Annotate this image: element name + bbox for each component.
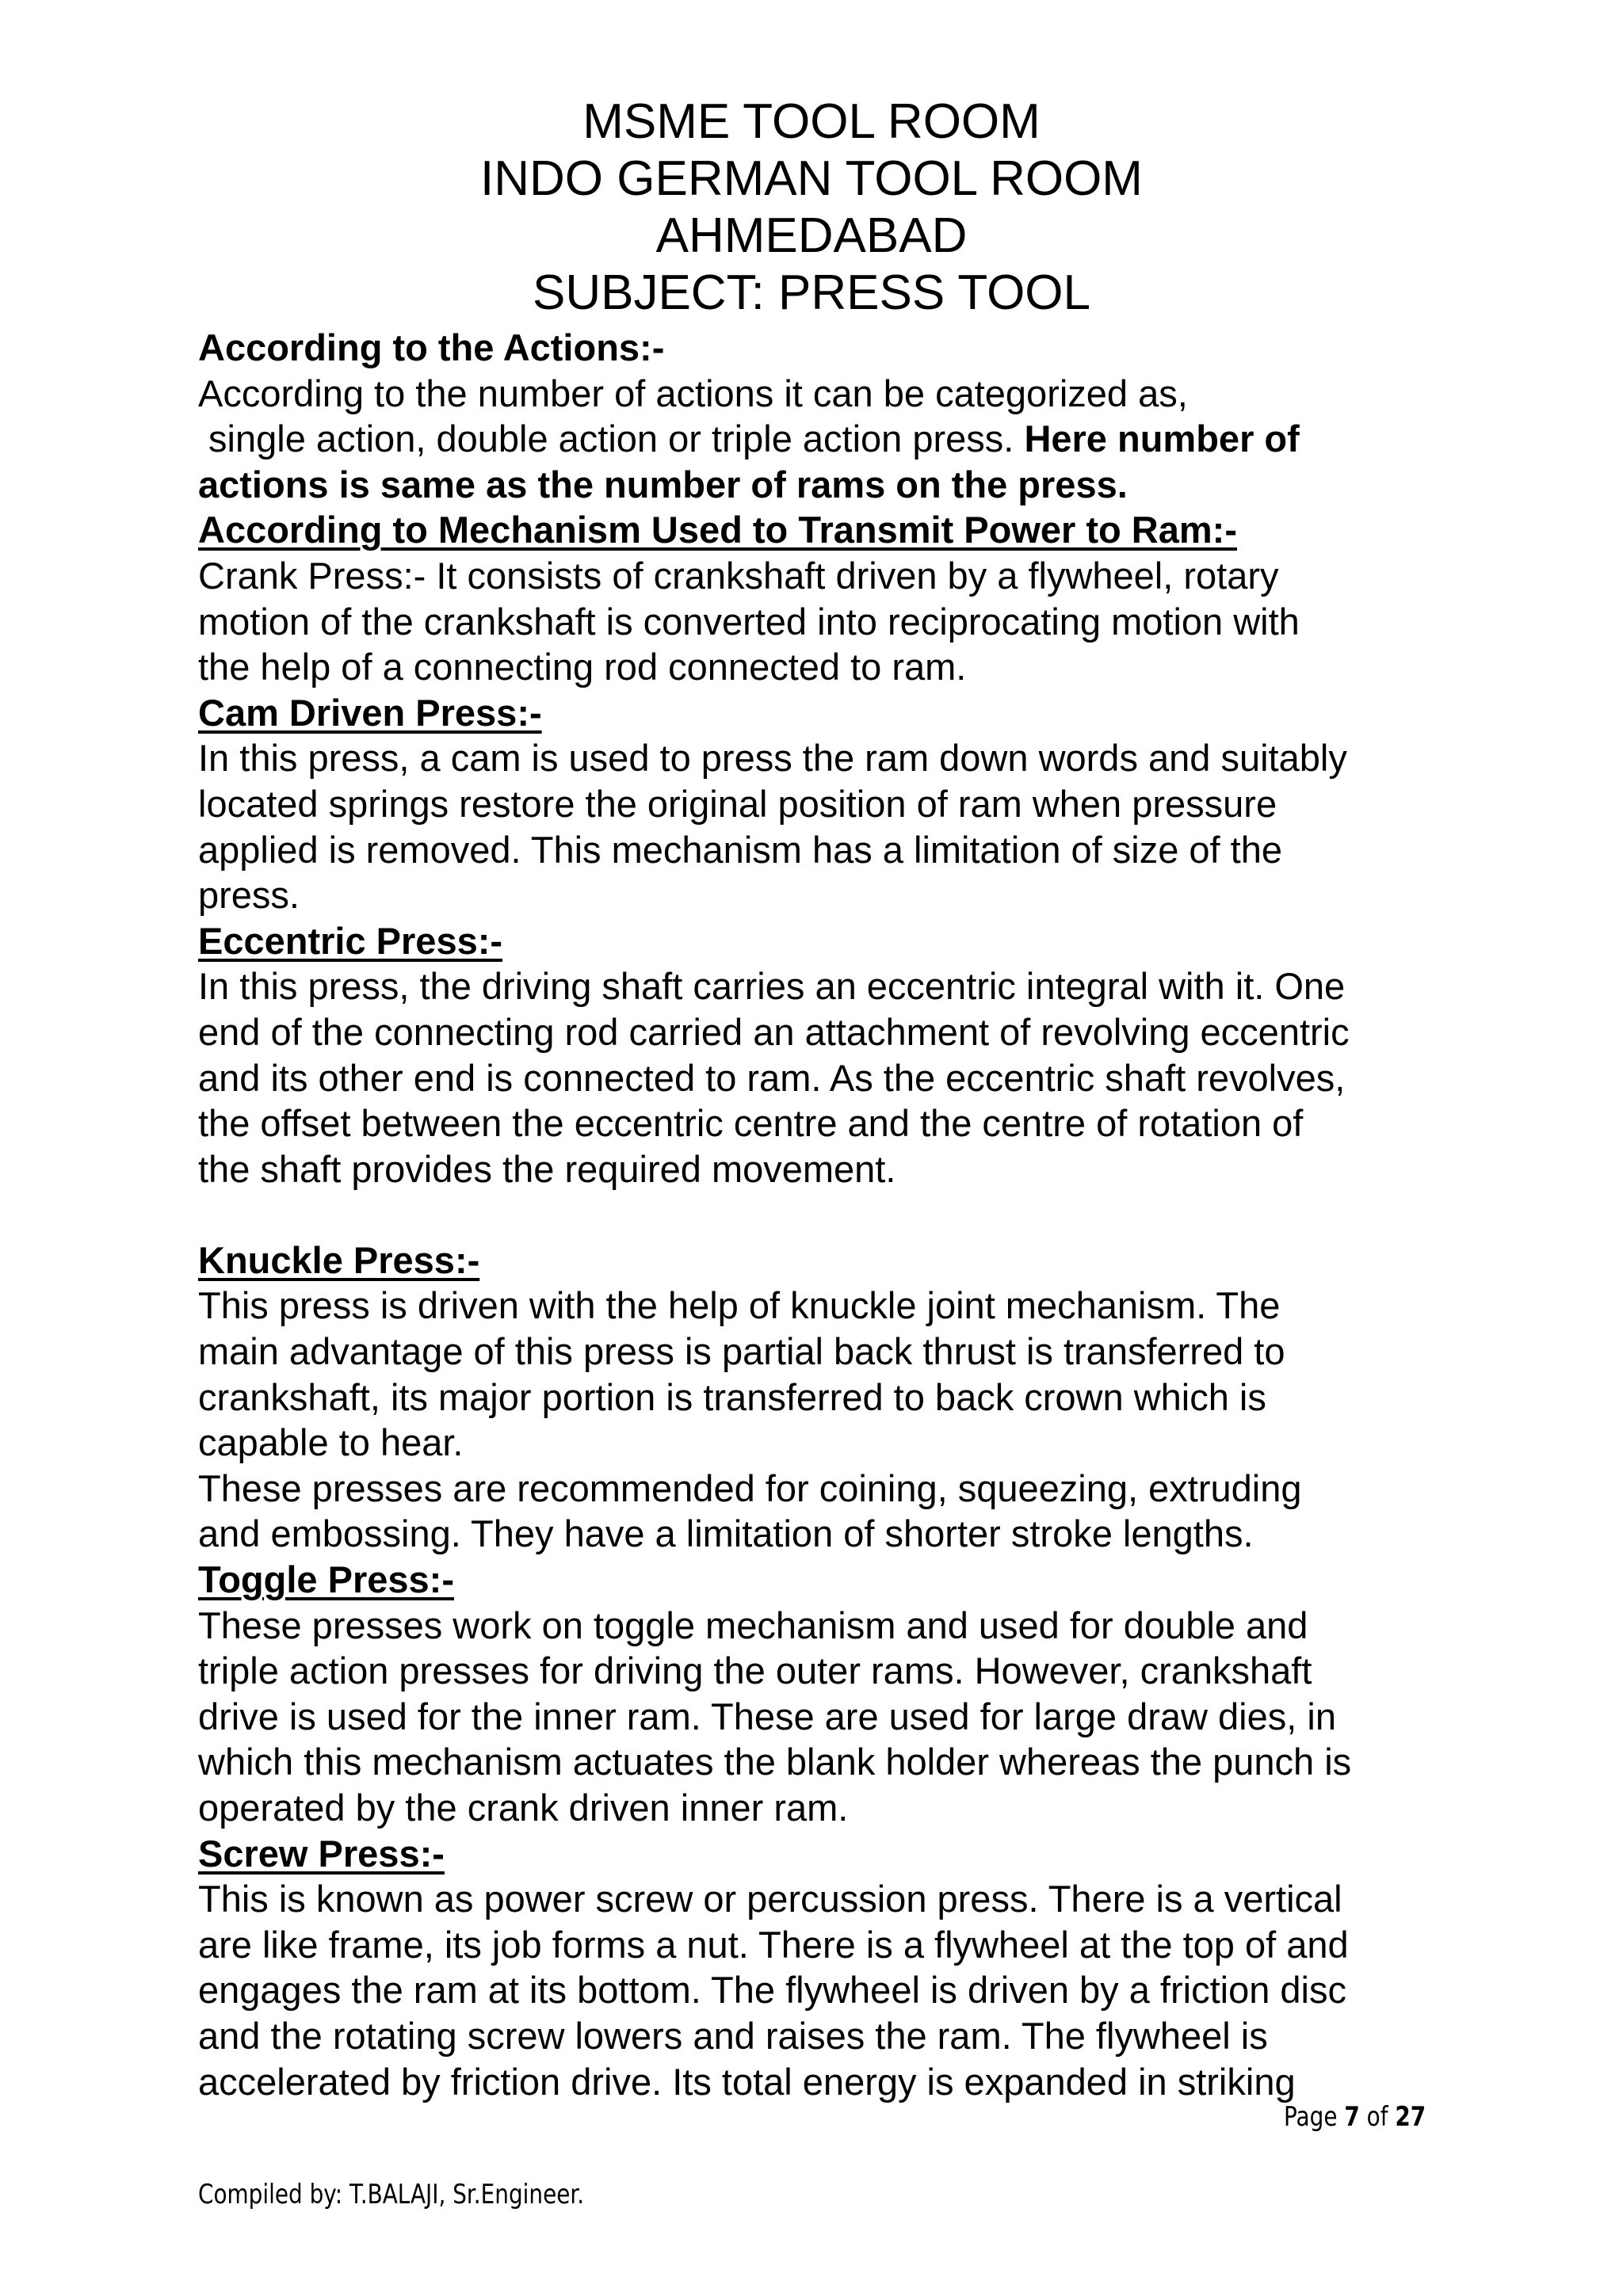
paragraph-line: which this mechanism actuates the blank holder whereas the punch is	[198, 1741, 1352, 1783]
paragraph-line: press.	[198, 874, 300, 917]
paragraph-line: accelerated by friction drive. Its total energy is expanded in striking	[198, 2060, 1296, 2103]
section-heading-screw	[198, 1831, 1434, 1877]
paragraph-line: the shaft provides the required movement.	[198, 1147, 896, 1190]
body-content	[198, 325, 1434, 2104]
paragraph-line: capable to hear.	[198, 1421, 464, 1464]
page-total: 27	[1395, 2101, 1426, 2133]
paragraph-line: engages the ram at its bottom. The flywheel is driven by a friction disc	[198, 1969, 1346, 2012]
section-heading-eccentric	[198, 918, 1434, 964]
paragraph-line: This press is driven with the help of knuckle joint mechanism. The	[198, 1284, 1281, 1327]
paragraph-line: triple action presses for driving the outer rams. However, crankshaft	[198, 1650, 1312, 1692]
section-heading-actions: According to the Actions:-	[198, 326, 665, 368]
paragraph-line: Crank Press:- It consists of crankshaft driven by a flywheel, rotary	[198, 554, 1279, 597]
section-heading-toggle	[198, 1557, 1434, 1603]
blank-line	[198, 1192, 1434, 1238]
paragraph-line: and its other end is connected to ram. As the eccentric shaft revolves,	[198, 1056, 1346, 1099]
heading-text: According to Mechanism Used to Transmit Power to Ram:-	[198, 509, 1237, 551]
header-institute-line: INDO GERMAN TOOL ROOM	[480, 151, 1143, 206]
paragraph-line: the help of a connecting rod connected to ram.	[198, 646, 967, 688]
paragraph-line: In this press, a cam is used to press the ram down words and suitably	[198, 737, 1347, 780]
page-current: 7	[1344, 2101, 1360, 2133]
paragraph-text: single action, double action or triple action press.	[198, 418, 1025, 460]
header-subject-line: SUBJECT: PRESS TOOL	[532, 265, 1091, 320]
paragraph-line: located springs restore the original position of ram when pressure	[198, 782, 1277, 825]
paragraph-line	[198, 416, 1434, 462]
header-city-line: AHMEDABAD	[655, 208, 968, 263]
paragraph-bold-text: Here number of	[1024, 418, 1300, 460]
page-prefix: Page	[1284, 2101, 1345, 2133]
paragraph-line: the offset between the eccentric centre and the centre of rotation of	[198, 1102, 1304, 1145]
paragraph-line: are like frame, its job forms a nut. There is a flywheel at the top of and	[198, 1923, 1349, 1966]
page-separator: of	[1359, 2101, 1396, 2133]
heading-text: Cam Driven Press:-	[198, 691, 542, 734]
paragraph-line: drive is used for the inner ram. These are used for large draw dies, in	[198, 1695, 1336, 1737]
heading-text: Knuckle Press:-	[198, 1238, 480, 1281]
header-org-line: MSME TOOL ROOM	[582, 94, 1041, 149]
paragraph-line: operated by the crank driven inner ram.	[198, 1787, 849, 1829]
section-heading-mechanism	[198, 507, 1434, 553]
paragraph-line: applied is removed. This mechanism has a limitation of size of the	[198, 828, 1283, 871]
paragraph-line: and the rotating screw lowers and raises the ram. The flywheel is	[198, 2014, 1268, 2057]
paragraph-line: motion of the crankshaft is converted into reciprocating motion with	[198, 600, 1300, 643]
paragraph-bold-line: actions is same as the number of rams on the press.	[198, 463, 1128, 505]
compiled-by-footer: Compiled by: T.BALAJI, Sr.Engineer.	[198, 2179, 585, 2210]
paragraph-line: These presses are recommended for coining, squeezing, extruding	[198, 1466, 1302, 1509]
heading-text: Eccentric Press:-	[198, 919, 503, 962]
section-heading-knuckle	[198, 1238, 1434, 1283]
paragraph-line: end of the connecting rod carried an attachment of revolving eccentric	[198, 1010, 1350, 1053]
heading-text: Screw Press:-	[198, 1832, 445, 1875]
section-heading-cam	[198, 690, 1434, 736]
paragraph-line: and embossing. They have a limitation of shorter stroke lengths.	[198, 1512, 1254, 1555]
paragraph-line: crankshaft, its major portion is transferred to back crown which is	[198, 1375, 1266, 1418]
paragraph-line: According to the number of actions it can be categorized as,	[198, 372, 1188, 414]
heading-text: Toggle Press:-	[198, 1558, 454, 1601]
page-number	[1284, 2101, 1426, 2133]
page-header	[0, 93, 1623, 322]
paragraph-line: These presses work on toggle mechanism and used for double and	[198, 1604, 1308, 1646]
paragraph-line: main advantage of this press is partial back thrust is transferred to	[198, 1330, 1285, 1373]
paragraph-line: This is known as power screw or percussion press. There is a vertical	[198, 1878, 1342, 1920]
paragraph-line: In this press, the driving shaft carries an eccentric integral with it. One	[198, 965, 1346, 1008]
